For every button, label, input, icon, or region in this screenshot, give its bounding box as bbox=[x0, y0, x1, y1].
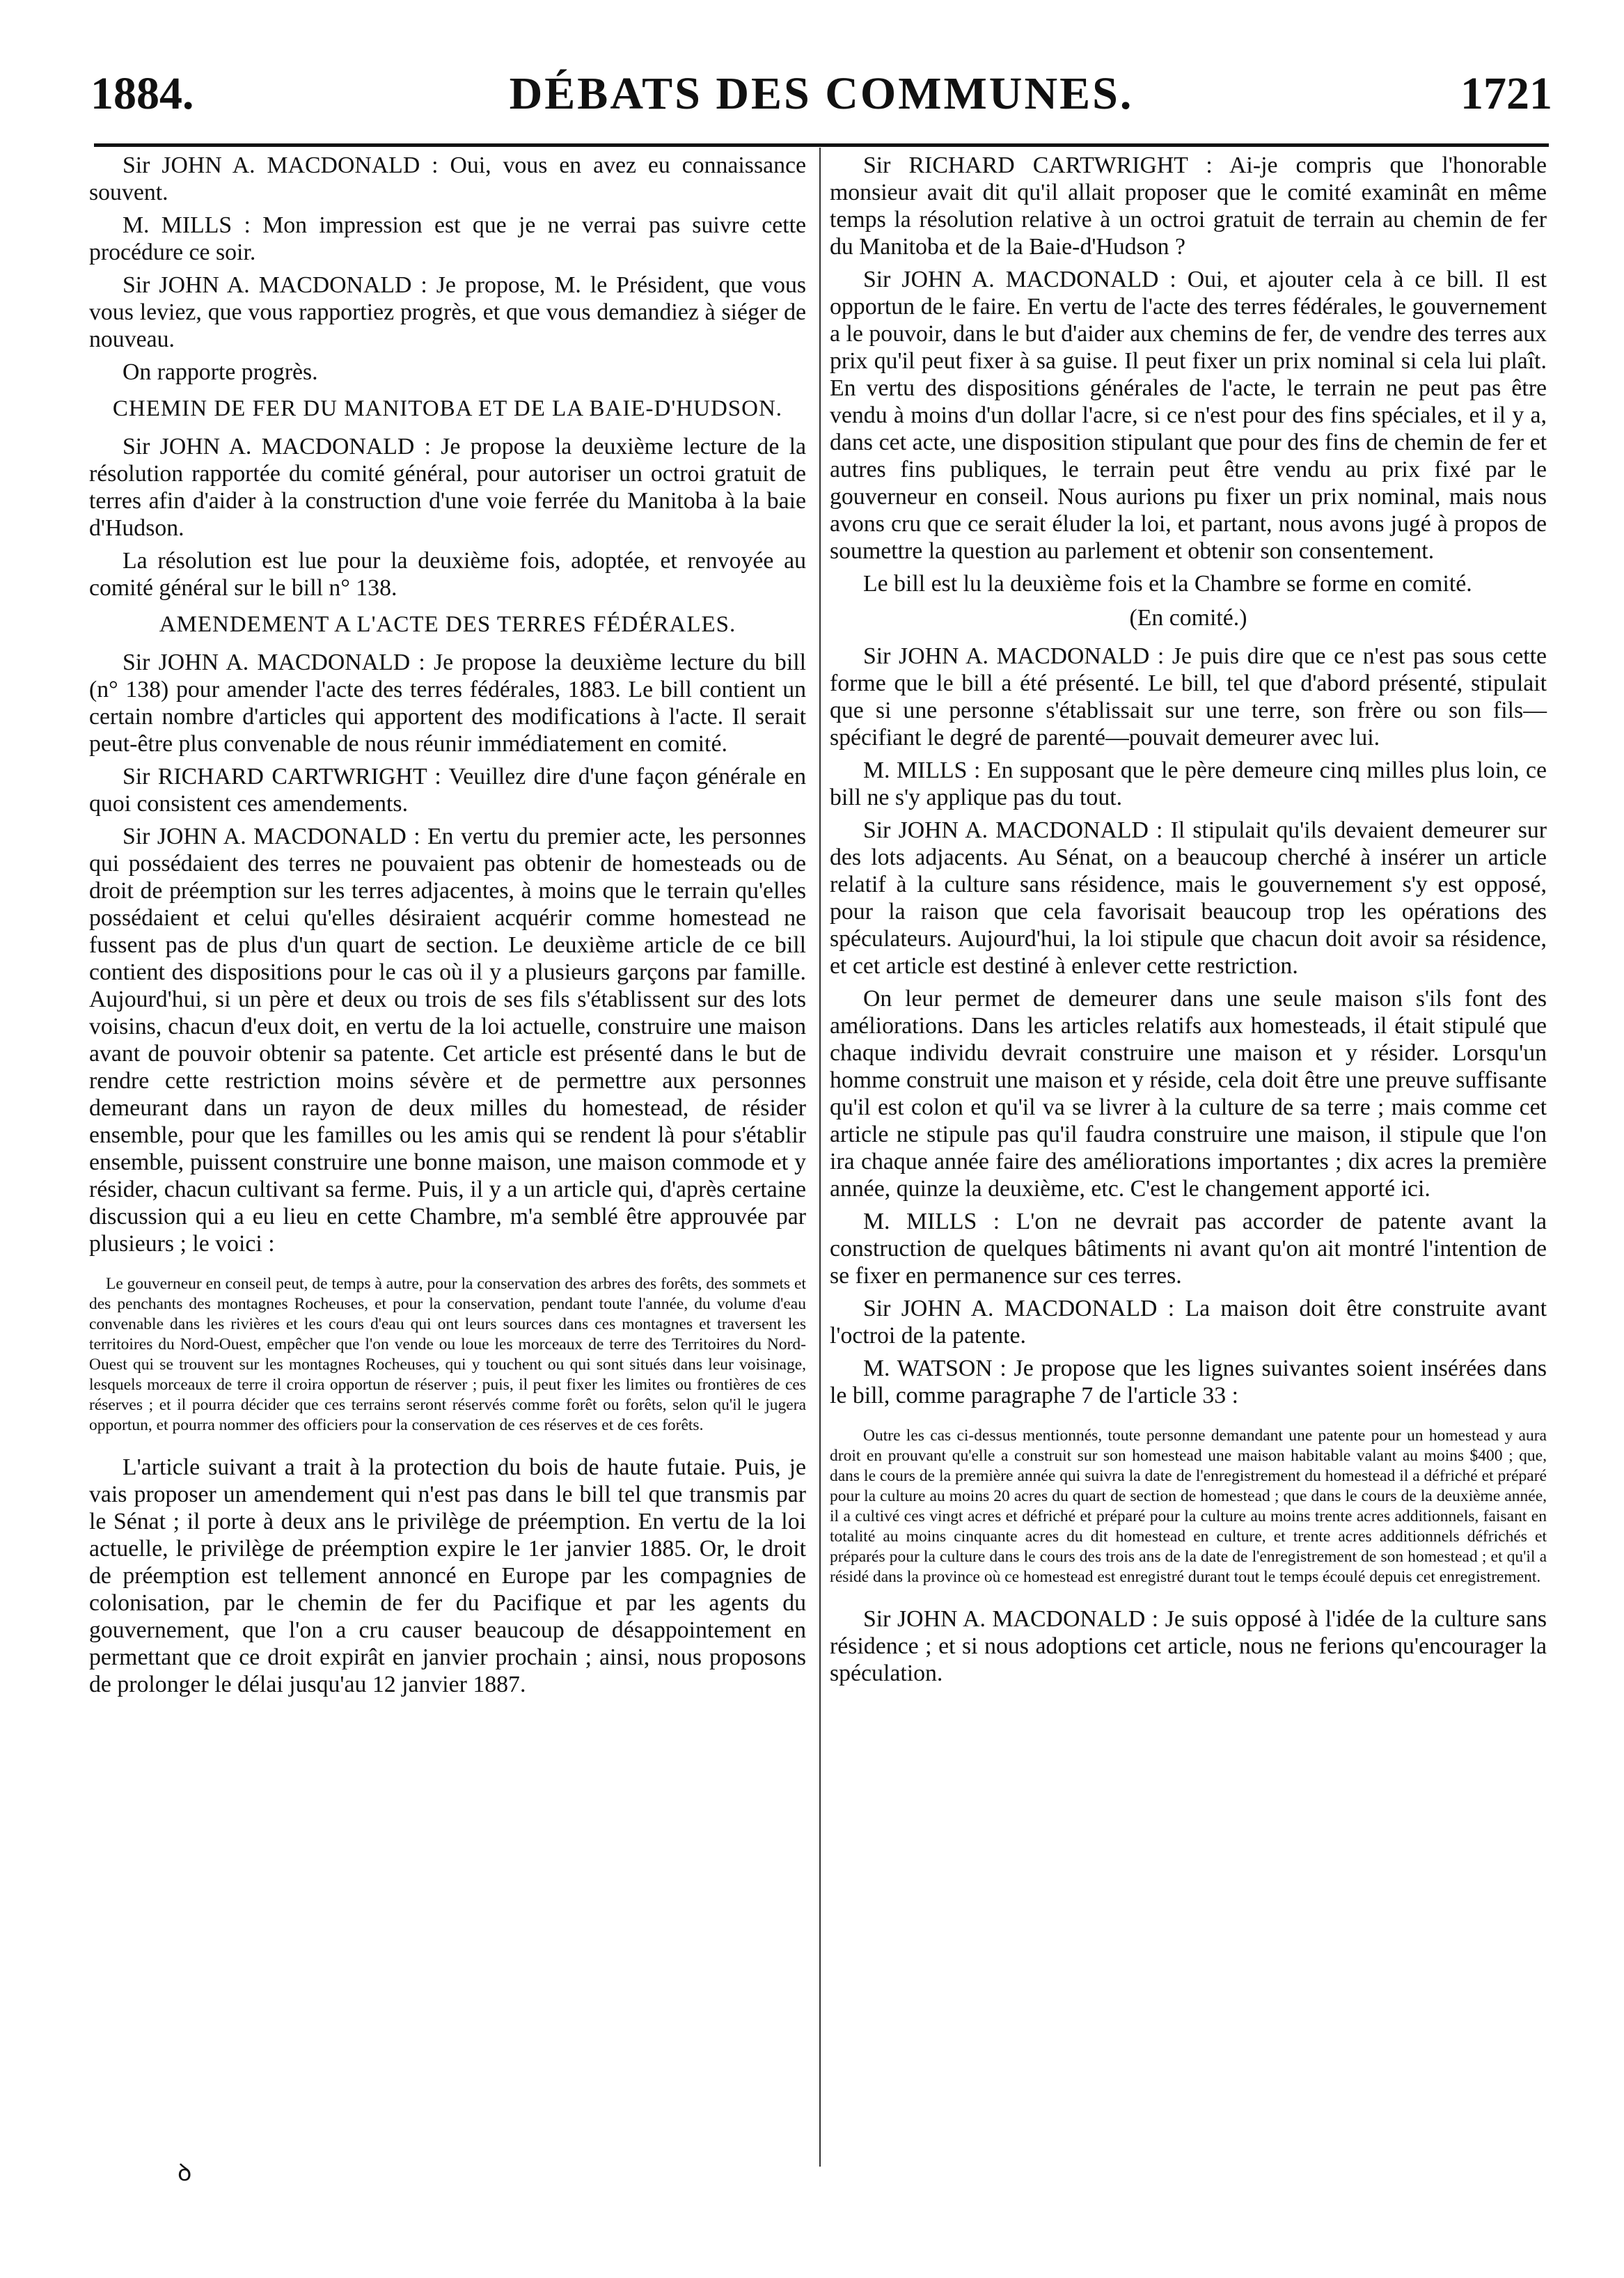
paragraph: Sir JOHN A. MACDONALD : La maison doit être construite avant l'octroi de la patente. bbox=[830, 1296, 1547, 1349]
paragraph: On leur permet de demeurer dans une seule maison s'ils font des améliorations. Dans les articles relatifs aux homesteads, il était stipulé que chaque individu devrait construire une maison et y résider. Lorsqu'un homme construit une maison et y réside, cela doit être une preuve suffisante qu'il est colon et qu'il va se livrer à la culture de sa terre ; mais comme cet article ne stipule pas qu'il faudra construire une maison, il stipule que l'on ira chaque année faire des améliorations importantes ; dix acres la première année, quinze la deuxième, etc. C'est le changement apporté ici. bbox=[830, 986, 1547, 1202]
paragraph: Sir JOHN A. MACDONALD : Je propose, M. le Président, que vous vous leviez, que vous rapportiez progrès, et que vous demandiez à siéger de nouveau. bbox=[89, 272, 806, 352]
column-divider bbox=[819, 148, 821, 2167]
committee-label: (En comité.) bbox=[1129, 605, 1247, 631]
paragraph: M. MILLS : En supposant que le père demeure cinq milles plus loin, ce bill ne s'y applique pas du tout. bbox=[830, 757, 1547, 810]
paragraph: M. WATSON : Je propose que les lignes suivantes soient insérées dans le bill, comme paragraphe 7 de l'article 33 : bbox=[830, 1356, 1547, 1408]
paragraph: Sir JOHN A. MACDONALD : Je suis opposé à l'idée de la culture sans résidence ; et si nous adoptions cet article, nous ne ferions qu'encourager la spéculation. bbox=[830, 1606, 1547, 1686]
paragraph: Sir JOHN A. MACDONALD : Je propose la deuxième lecture de la résolution rapportée du comité général, pour autoriser un octroi gratuit de terres afin d'aider à la construction d'une voie ferrée du Manitoba à la baie d'Hudson. bbox=[89, 434, 806, 541]
header-rule bbox=[94, 143, 1549, 147]
quoted-clause: Le gouverneur en conseil peut, de temps à autre, pour la conservation des arbres des forêts, des sommets et des penchants des montagnes Rocheuses, et pour la conservation, pendant toute l'année, du volume d'eau convenable dans les rivières et les cours d'eau qui ont leurs sources dans ces montagnes et traversent les territoires du Nord-Ouest, empêcher que l'on vende ou loue les morceaux de terre des Territoires du Nord-Ouest qui se trouvent sur les montagnes Rocheuses, qui y touchent ou qui sont situés dans leur voisinage, lesquels morceaux de terre il croira opportun de réserver ; puis, il peut fixer les limites ou frontières de ces réserves ; et il pourra décider que ces terrains seront réservés comme forêt ou forêts, selon qu'il le jugera opportun, et pourra nommer des officiers pour la conservation de ces réserves et de ces forêts. bbox=[89, 1275, 806, 1434]
paragraph: Sir JOHN A. MACDONALD : Je puis dire que ce n'est pas sous cette forme que le bill a été présenté. Le bill, tel que d'abord présenté, stipulait que si une personne s'établissait sur une terre, son frère ou son fils—spécifiant le degré de parenté—pouvait demeurer avec lui. bbox=[830, 643, 1547, 751]
paragraph: Sir RICHARD CARTWRIGHT : Ai-je compris que l'honorable monsieur avait dit qu'il allait proposer que le comité examinât en même temps la résolution relative à un octroi gratuit de terrain au chemin de fer du Manitoba et de la Baie-d'Hudson ? bbox=[830, 152, 1547, 260]
paragraph: M. MILLS : L'on ne devrait pas accorder de patente avant la construction de quelques bâtiments ni avant qu'on ait montré l'intention de se fixer en permanence sur ces terres. bbox=[830, 1209, 1547, 1289]
paragraph: Sir JOHN A. MACDONALD : Oui, vous en avez eu connaissance souvent. bbox=[89, 152, 806, 205]
journal-title: DÉBATS DES COMMUNES. bbox=[509, 68, 1134, 119]
header-year: 1884. bbox=[90, 68, 194, 119]
paragraph: Sir JOHN A. MACDONALD : En vertu du premier acte, les personnes qui possédaient des terres ne pouvaient pas obtenir de homesteads ou de droit de préemption sur les terres adjacentes, à moins que le terrain qu'elles possédaient et celui qu'elles désiraient acquérir comme homestead ne fussent pas de plus d'un quart de section. Le deuxième article de ce bill contient des dispositions pour le cas où il y a plusieurs garçons par famille. Aujourd'hui, si un père et deux ou trois de ses fils s'établissent sur des lots voisins, chacun d'eux doit, en vertu de la loi actuelle, construire une maison avant de pouvoir obtenir sa patente. Cet article est présenté dans le but de rendre cette restriction moins sévère et de permettre aux personnes demeurant dans un rayon de deux milles du homestead, de résider ensemble, pour que les familles ou les amis qui se rendent là pour s'établir ensemble, puissent construire une bonne maison, une maison commode et y résider, chacun cultivant sa ferme. Puis, il y a un article qui, d'après certaine discussion qui a eu lieu en cette Chambre, m'a semblé être approuvée par plusieurs ; le voici : bbox=[89, 824, 806, 1257]
paragraph: Sir JOHN A. MACDONALD : Je propose la deuxième lecture du bill (n° 138) pour amender l'acte des terres fédérales, 1883. Le bill contient un certain nombre d'articles qui apportent des modifications à l'acte. Il serait peut-être plus convenable de nous réunir immédiatement en comité. bbox=[89, 650, 806, 757]
quoted-clause: Outre les cas ci-dessus mentionnés, toute personne demandant une patente pour un homestead y aura droit en prouvant qu'elle a construit sur son homestead une maison habitable valant au moins $400 ; que, dans le cours de la première année qui suivra la date de l'enregistrement du homestead il a défriché et préparé pour la culture au moins 20 acres du quart de section de homestead ; que dans le cours de la deuxième année, il a cultivé ces vingt acres et défriché et préparé pour la culture au moins trente acres additionnels, faisant en totalité au moins cinquante acres du dit homestead en culture, et trente acres additionnels défrichés et préparés pour la culture dans le cours des trois ans de la date de l'enregistrement de son homestead ; et qu'il a résidé dans la province où ce homestead est enregistré durant tout le temps écoulé depuis cet enregistrement. bbox=[830, 1427, 1547, 1586]
paragraph: On rapporte progrès. bbox=[123, 359, 318, 385]
paragraph: Sir JOHN A. MACDONALD : Il stipulait qu'ils devaient demeurer sur des lots adjacents. Au Sénat, on a beaucoup cherché à insérer un article relatif à la culture sans résidence, mais le gouvernement s'y est opposé, pour la raison que cela favorisait beaucoup trop les opérations des spéculateurs. Aujourd'hui, la loi stipule que chacun doit avoir sa résidence, et cet article est destiné à enlever cette restriction. bbox=[830, 817, 1547, 979]
left-column bbox=[89, 152, 806, 1704]
printer-signature-mark: ꝺ bbox=[178, 2160, 192, 2186]
paragraph: La résolution est lue pour la deuxième fois, adoptée, et renvoyée au comité général sur le bill n° 138. bbox=[89, 548, 806, 601]
paragraph: Sir RICHARD CARTWRIGHT : Veuillez dire d'une façon générale en quoi consistent ces amendements. bbox=[89, 764, 806, 817]
page-header bbox=[90, 64, 1552, 124]
paragraph: Sir JOHN A. MACDONALD : Oui, et ajouter cela à ce bill. Il est opportun de le faire. En vertu de l'acte des terres fédérales, le gouvernement a le pouvoir, dans le but d'aider aux chemins de fer, de vendre des terres aux prix qu'il peut fixer à sa guise. Il peut fixer un prix nominal si cela lui plaît. En vertu des dispositions générales de l'acte, le terrain ne peut pas être vendu à moins d'un dollar l'acre, si ce n'est pour des fins spéciales, et il y a, dans cet acte, une disposition stipulant que pour des fins de chemin de fer et autres fins publiques, le terrain peut être vendu au prix fixé par le gouverneur en conseil. Nous aurions pu fixer un prix nominal, mais nous avons cru que ce serait éluder la loi, et partant, nous avons jugé à propos de soumettre la question au parlement et obtenir son consentement. bbox=[830, 267, 1547, 564]
paragraph: L'article suivant a trait à la protection du bois de haute futaie. Puis, je vais proposer un amendement qui n'est pas dans le bill tel que transmis par le Sénat ; il porte à deux ans le privilège de préemption. En vertu de la loi actuelle, le privilège de préemption expire le 1er janvier 1885. Or, le droit de préemption est tellement annoncé en Europe par les compagnies de colonisation, par le chemin de fer du Pacifique et par les agents du gouvernement, que l'on a cru causer beaucoup de désappointement en permettant que ce droit expirât en janvier prochain ; ainsi, nous proposons de prolonger le délai jusqu'au 12 janvier 1887. bbox=[89, 1454, 806, 1697]
paragraph: M. MILLS : Mon impression est que je ne verrai pas suivre cette procédure ce soir. bbox=[89, 212, 806, 265]
section-heading: CHEMIN DE FER DU MANITOBA ET DE LA BAIE-D'HUDSON. bbox=[112, 396, 783, 421]
paragraph: Le bill est lu la deuxième fois et la Chambre se forme en comité. bbox=[863, 571, 1472, 597]
page-number: 1721 bbox=[1460, 68, 1552, 119]
section-heading: AMENDEMENT A L'ACTE DES TERRES FÉDÉRALES. bbox=[159, 612, 736, 637]
right-column bbox=[830, 152, 1547, 1692]
